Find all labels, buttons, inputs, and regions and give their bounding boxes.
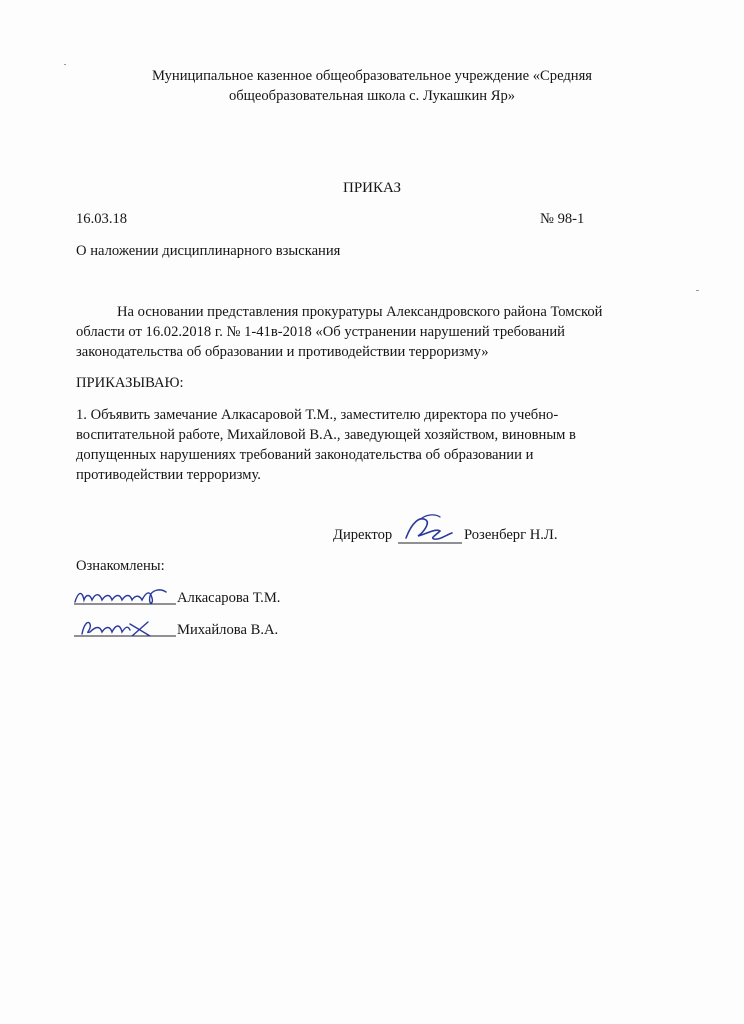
director-signature — [396, 508, 464, 550]
acknowledged-person-2: Михайлова В.А. — [177, 622, 279, 638]
scan-speck — [696, 290, 699, 291]
scan-speck — [64, 64, 66, 65]
basis-line-1: На основании представления прокуратуры Александровского района Томской — [117, 304, 603, 320]
order-date: 16.03.18 — [76, 211, 128, 227]
order-number: № 98-1 — [540, 211, 585, 227]
decree-item-line-4: противодействии терроризму. — [76, 467, 261, 483]
order-subject: О наложении дисциплинарного взыскания — [76, 243, 341, 259]
document-title: ПРИКАЗ — [343, 180, 401, 196]
decree-item-line-1: 1. Объявить замечание Алкасаровой Т.М., заместителю директора по учебно- — [76, 407, 559, 423]
decree-heading: ПРИКАЗЫВАЮ: — [76, 375, 184, 391]
signatory-name: Розенберг Н.Л. — [464, 527, 558, 543]
org-name-line-2: общеобразовательная школа с. Лукашкин Яр» — [228, 88, 516, 104]
basis-line-3: законодательства об образовании и противодействии терроризму» — [76, 344, 489, 360]
decree-item-line-2: воспитательной работе, Михайловой В.А., заведующей хозяйством, виновным в — [76, 427, 576, 443]
signature-mikhailova — [70, 614, 178, 642]
decree-item-line-3: допущенных нарушениях требований законодательства об образовании и — [76, 447, 534, 463]
acknowledged-heading: Ознакомлены: — [76, 558, 165, 574]
signatory-position: Директор — [333, 527, 393, 543]
acknowledged-person-1: Алкасарова Т.М. — [177, 590, 281, 606]
basis-line-2: области от 16.02.2018 г. № 1-41в-2018 «Об устранении нарушений требований — [76, 324, 565, 340]
org-name-line-1: Муниципальное казенное общеобразовательное учреждение «Средняя — [151, 68, 593, 84]
signature-alkasarova — [70, 582, 178, 610]
